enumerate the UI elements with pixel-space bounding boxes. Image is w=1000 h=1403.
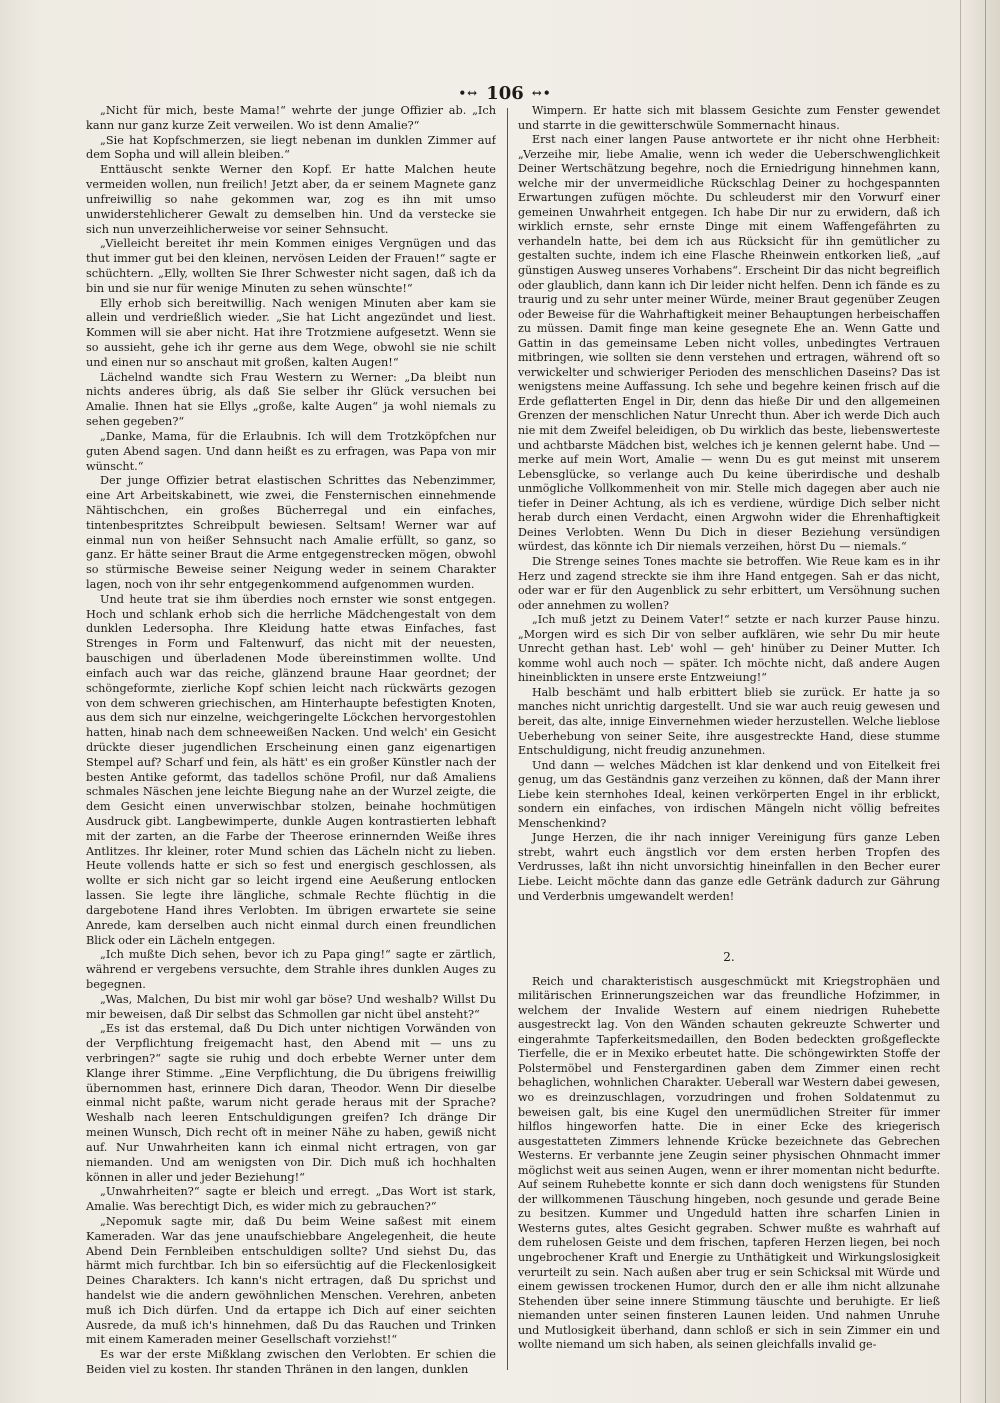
section-number: 2. (723, 950, 735, 965)
paragraph: „Sie hat Kopfschmerzen, sie liegt nebenan im dunklen Zimmer auf dem Sopha und will allein bleiben.“ (86, 133, 496, 162)
paragraph: „Danke, Mama, für die Erlaubnis. Ich will dem Trotzköpfchen nur guten Abend sagen. Und dann heißt es zu erfragen, was Papa von mir wünscht.“ (86, 429, 496, 473)
paragraph: Wimpern. Er hatte sich mit blassem Gesichte zum Fenster gewendet und starrte in die gewitterschwüle Sommernacht hinaus. (518, 104, 940, 132)
paragraph: Es war der erste Mißklang zwischen den Verlobten. Er schien die Beiden viel zu kosten. Ihr standen Thränen in den langen, dunklen (86, 1348, 496, 1377)
paragraph: „Ich muß jetzt zu Deinem Vater!“ setzte er nach kurzer Pause hinzu. „Morgen wird es sich Dir von selber aufklären, wie sehr Du mir heute Unrecht gethan hast. Leb' wohl — geh' hinüber zu Deiner Mutter. Ich komme wohl auch noch — später. Ich möchte nicht, daß andere Augen hineinblickten in unsere erste Entzweiung!“ (518, 613, 940, 685)
paragraph: Erst nach einer langen Pause antwortete er ihr nicht ohne Herbheit: „Verzeihe mir, liebe Amalie, wenn ich weder die Ueberschwenglichkeit Deiner Wertschätzung begehre, noch die Erniedrigung hinnehmen kann, welche mir der unvermeidliche Rückschlag Deiner zu hochgespannten Erwartungen zufügen möchte. Du schleuderst mir den Vorwurf einer gemeinen Unwahrheit entgegen. Ich habe Dir nur zu erwidern, daß ich wirklich ernste, sehr ernste Dinge mit einem Waffengefährten zu verhandeln hatte, bei dem ich aus Rücksicht für ihn gemütlicher zu gestalten suchte, indem ich eine Flasche Rheinwein entkorken ließ, „auf günstigen Ausweg unseres Vorhabens“. Erscheint Dir das nicht begreiflich oder glaublich, dann kann ich Dir leider nicht helfen. Denn ich fände es zu traurig und zu sehr unter meiner Würde, meiner Braut gegenüber Zeugen oder Beweise für die Wahrhaftigkeit meiner Behauptungen herbeischaffen zu müssen. Damit finge man keine gesegnete Ehe an. Wenn Gatte und Gattin in das gemeinsame Leben nicht volles, unbedingtes Vertrauen mitbringen, wie sollten sie denn verstehen und ertragen, während oft so verwickelter und schwieriger Perioden des menschlichen Daseins? Das ist wenigstens meine Auffassung. Ich sehe und begehre keinen frisch auf die Erde geflatterten Engel in Dir, denn das hieße Dir und den allgemeinen Grenzen der menschlichen Natur Unrecht thun. Aber ich werde Dich auch nie mit dem Zweifel beleidigen, ob Du wirklich das beste, liebenswerteste und achtbarste Mädchen bist, welches ich je kennen gelernt habe. Und — merke auf mein Wort, Amalie — wenn Du es gut meinst mit unserem Lebensglücke, so verlange auch Du keine überirdische und deshalb unmögliche Vollkommenheit von mir. Stelle mich dagegen aber auch nie tiefer in Deiner Achtung, als ich es verdiene, würdige Dich selber nicht herab durch einen Verdacht, einen Argwohn wider die Ehrenhaftigkeit Deines Verlobten. Wenn Du Dich in dieser Beziehung versündigen würdest, das könnte ich Dir niemals verzeihen, hörst Du — niemals.“ (518, 133, 940, 554)
ornament-left-icon: •↔ (458, 86, 479, 100)
left-column (86, 104, 496, 1380)
right-column (518, 104, 940, 1380)
paragraph: Reich und charakteristisch ausgeschmückt mit Kriegstrophäen und militärischen Erinnerungszeichen war das freundliche Hofzimmer, in welchem der Invalide Western auf einem niedrigen Ruhebette ausgestreckt lag. Von den Wänden schauten gekreuzte Schwerter und eingerahmte Tapferkeitsmedaillen, den Boden bedeckten großgefleckte Tierfelle, die er in Mexiko erbeutet hatte. Die schöngewirkten Stoffe der Polstermöbel und Fenstergardinen gaben dem Zimmer einen recht behaglichen, wohnlichen Charakter. Ueberall war Western dabei gewesen, wo es dreinzuschlagen, vorzudringen und frohen Soldatenmut zu beweisen galt, bis eine Kugel den unermüdlichen Streiter für immer hilflos hingeworfen hatte. Die in einer Ecke des kriegerisch ausgestatteten Zimmers lehnende Krücke bezeichnete das Gebrechen Westerns. Er verbannte jene Zeugin seiner physischen Ohnmacht immer möglichst weit aus seinen Augen, wenn er ihrer momentan nicht bedurfte. Auf seinem Ruhebette konnte er sich dann doch wenigstens für Stunden der willkommenen Täuschung hingeben, noch gesunde und gerade Beine zu besitzen. Kummer und Ungeduld hatten ihre scharfen Linien in Westerns gutes, altes Gesicht gegraben. Schwer mußte es wahrhaft auf dem ruhelosen Geiste und dem frischen, tapferen Herzen liegen, bei noch ungebrochener Kraft und Energie zu Unthätigkeit und Wirkungslosigkeit verurteilt zu sein. Nach außen aber trug er sein Schicksal mit Würde und einem gewissen trockenen Humor, durch den er alle ihm nicht allzunahe Stehenden über seine innere Stimmung täuschte und beruhigte. Er ließ niemanden unter seinen finsteren Launen leiden. Und nahmen Unruhe und Mutlosigkeit überhand, dann schloß er sich in sein Zimmer ein und wollte niemand um sich haben, als seinen gleichfalls invalid ge- (518, 974, 940, 1352)
paragraph: Und dann — welches Mädchen ist klar denkend und von Eitelkeit frei genug, um das Geständnis ganz verzeihen zu können, daß der Mann ihrer Liebe kein sternhohes Ideal, keinen verkörperten Engel in ihr erblickt, sondern ein einfaches, von irdischen Mängeln nicht völlig befreites Menschenkind? (518, 758, 940, 830)
paragraph: „Ich mußte Dich sehen, bevor ich zu Papa ging!“ sagte er zärtlich, während er vergebens versuchte, dem Strahle ihres dunklen Auges zu begegnen. (86, 948, 496, 991)
paragraph: Und heute trat sie ihm überdies noch ernster wie sonst entgegen. Hoch und schlank erhob sich die herrliche Mädchengestalt von dem dunklen Ledersopha. Ihre Kleidung hatte etwas Einfaches, fast Strenges in Form und Faltenwurf, das nicht mit der neuesten, bauschigen und überladenen Mode übereinstimmen wollte. Und einfach auch war das reiche, glänzend braune Haar geordnet; der schöngeformte, zierliche Kopf schien leicht nach rückwärts gezogen von dem schweren griechischen, am Hinterhaupte befestigten Knoten, aus dem sich nur einzelne, weichgeringelte Löckchen hervorgestohlen hatten, hinab nach dem schneeweißen Nacken. Und welch' ein Gesicht drückte dieser jugendlichen Erscheinung einen ganz eigenartigen Stempel auf? Scharf und fein, als hätt' es ein großer Künstler nach der besten Antike geformt, das tadellos schöne Profil, nur daß Amaliens schmales Näschen jene leichte Biegung nahe an der Wurzel zeigte, die dem Gesicht einen unverwischbar stolzen, beinahe hochmütigen Ausdruck gibt. Langbewimperte, dunkle Augen kontrastierten lebhaft mit der zarten, an die Farbe der Theerose erinnernden Weiße ihres Antlitzes. Ihr kleiner, roter Mund schien das Lächeln nicht zu lieben. Heute vollends hatte er sich so fest und energisch geschlossen, als wollte er sich nicht gar so leicht irgend eine Aeußerung entlocken lassen. Sie legte ihre längliche, schmale Rechte flüchtig in die dargebotene Hand ihres Verlobten. Im übrigen erwartete sie seine Anrede, kam derselben auch nicht einmal durch einen freundlichen Blick oder ein Lächeln entgegen. (86, 592, 496, 947)
paragraph: Der junge Offizier betrat elastischen Schrittes das Nebenzimmer, eine Art Arbeitskabinett, wie zwei, die Fensternischen einnehmende Nähtischchen, ein großes Bücherregal und ein einfaches, tintenbespritztes Schreibpult bewiesen. Seltsam! Werner war auf einmal nun von heißer Sehnsucht nach Amalie erfüllt, so ganz, so ganz. Er hätte seiner Braut die Arme entgegenstrecken mögen, obwohl so stürmische Beweise seiner Neigung weder in seinem Charakter lagen, noch von ihr sehr entgegenkommend aufgenommen wurden. (86, 474, 496, 591)
page-header (420, 82, 590, 104)
page-edge-line (985, 0, 986, 1403)
paragraph: „Was, Malchen, Du bist mir wohl gar böse? Und weshalb? Willst Du mir beweisen, daß Dir selbst das Schmollen gar nicht übel ansteht?“ (86, 992, 496, 1021)
paragraph: Elly erhob sich bereitwillig. Nach wenigen Minuten aber kam sie allein und verdrießlich wieder. „Sie hat Licht angezündet und liest. Kommen will sie aber nicht. Hat ihre Trotzmiene aufgesetzt. Wenn sie so aussieht, gehe ich ihr gerne aus dem Wege, obwohl sie nie schilt und einen nur so anschaut mit großen, kalten Augen!“ (86, 296, 496, 369)
paragraph: „Es ist das erstemal, daß Du Dich unter nichtigen Vorwänden von der Verpflichtung freigemacht hast, den Abend mit — uns zu verbringen?“ sagte sie ruhig und doch erbebte Werner unter dem Klange ihrer Stimme. „Eine Verpflichtung, die Du übrigens freiwillig übernommen hast, erinnere Dich daran, Theodor. Wenn Dir dieselbe einmal nicht paßte, warum nicht gerade heraus mit der Sprache? Weshalb nach leeren Entschuldigungen greifen? Ich dränge Dir meinen Wunsch, Dich recht oft in meiner Nähe zu haben, gewiß nicht auf. Nur Unwahrheiten kann ich einmal nicht ertragen, von gar niemanden. Und am wenigsten von Dir. Dich muß ich hochhalten können in aller und jeder Beziehung!“ (86, 1022, 496, 1184)
page-edge-line (960, 0, 961, 1403)
paragraph: „Vielleicht bereitet ihr mein Kommen einiges Vergnügen und das thut immer gut bei den kleinen, nervösen Leiden der Frauen!“ sagte er schüchtern. „Elly, wollten Sie Ihrer Schwester nicht sagen, daß ich da bin und sie nur für wenige Minuten zu sehen wünschte!“ (86, 237, 496, 295)
page-number: 106 (486, 82, 524, 104)
paragraph: „Nepomuk sagte mir, daß Du beim Weine saßest mit einem Kameraden. War das jene unaufschiebbare Angelegenheit, die heute Abend Dein Fernbleiben entschuldigen sollte? Und siehst Du, das härmt mich furchtbar. Ich bin so eifersüchtig auf die Fleckenlosigkeit Deines Charakters. Ich kann's nicht ertragen, daß Du sprichst und handelst wie die andern gewöhnlichen Menschen. Verehren, anbeten muß ich Dich dürfen. Und da ertappe ich Dich auf einer seichten Ausrede, da muß ich's hinnehmen, daß Du das Rauchen und Trinken mit einem Kameraden meiner Gesellschaft vorziehst!“ (86, 1214, 496, 1347)
paragraph: „Nicht für mich, beste Mama!“ wehrte der junge Offizier ab. „Ich kann nur ganz kurze Zeit verweilen. Wo ist denn Amalie?“ (86, 104, 496, 132)
paragraph: Lächelnd wandte sich Frau Western zu Werner: „Da bleibt nun nichts anderes übrig, als daß Sie selber ihr Glück versuchen bei Amalie. Ihnen hat sie Ellys „große, kalte Augen“ ja wohl niemals zu sehen gegeben?“ (86, 370, 496, 429)
paragraph: Halb beschämt und halb erbittert blieb sie zurück. Er hatte ja so manches nicht unrichtig dargestellt. Und sie war auch reuig gewesen und bereit, das alte, innige Einvernehmen wieder herzustellen. Welche lieblose Ueberhebung von seiner Seite, ihre ausgestreckte Hand, diese stumme Entschuldigung, nicht freudig anzunehmen. (518, 685, 940, 758)
paragraph: Junge Herzen, die ihr nach inniger Vereinigung fürs ganze Leben strebt, wahrt euch ängstlich vor dem ersten herben Tropfen des Verdrusses, laßt ihn nicht unvorsichtig hineinfallen in den Becher eurer Liebe. Leicht möchte dann das ganze edle Getränk dadurch zur Gährung und Verderbnis umgewandelt werden! (518, 831, 940, 903)
ornament-right-icon: ↔• (531, 86, 552, 100)
paragraph: Die Strenge seines Tones machte sie betroffen. Wie Reue kam es in ihr Herz und zagend streckte sie ihm ihre Hand entgegen. Sah er das nicht, oder war er für den Augenblick zu sehr erbittert, um Versöhnung suchen oder annehmen zu wollen? (518, 554, 940, 612)
column-divider (507, 108, 508, 1370)
paragraph: Enttäuscht senkte Werner den Kopf. Er hatte Malchen heute vermeiden wollen, nun freilich! Jetzt aber, da er seinem Magnete ganz unfreiwillig so nahe gekommen war, zog es ihn mit umso unwiderstehlicherer Gewalt zu demselben hin. Und da verstecke sie sich nun unverzeihlicherweise vor seiner Sehnsucht. (86, 163, 496, 236)
paragraph: „Unwahrheiten?“ sagte er bleich und erregt. „Das Wort ist stark, Amalie. Was berechtigt Dich, es wider mich zu gebrauchen?“ (86, 1185, 496, 1214)
